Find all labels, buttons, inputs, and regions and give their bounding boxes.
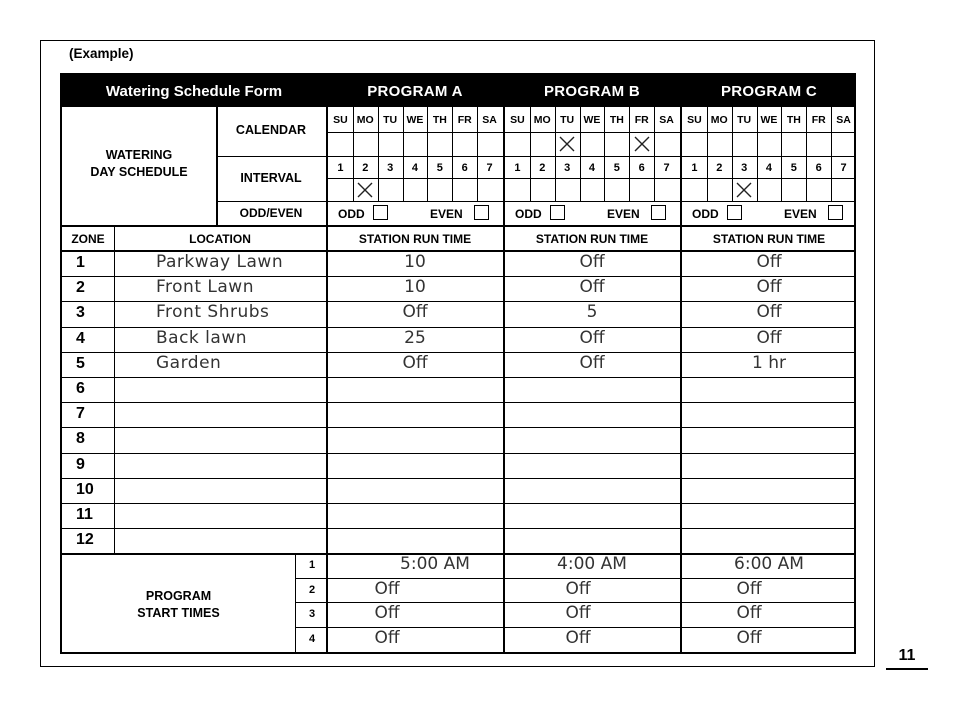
zone-location[interactable]: Back lawn bbox=[156, 327, 247, 348]
program-start-time[interactable]: Off bbox=[736, 603, 762, 623]
zone-row-line bbox=[62, 377, 854, 378]
calendar-day-cell[interactable] bbox=[781, 133, 806, 156]
day-label: SU bbox=[510, 114, 525, 126]
day-label: SU bbox=[687, 114, 702, 126]
interval-number: 7 bbox=[840, 161, 847, 174]
station-run-time[interactable]: Off bbox=[402, 352, 428, 373]
start-time-number: 1 bbox=[308, 559, 316, 571]
program-start-time[interactable]: Off bbox=[736, 578, 762, 599]
interval-day-cell[interactable] bbox=[629, 179, 654, 201]
interval-number: 4 bbox=[411, 161, 419, 174]
page-number: 11 bbox=[898, 647, 916, 664]
odd-checkbox[interactable] bbox=[550, 205, 565, 220]
interval-day-cell[interactable] bbox=[403, 179, 428, 201]
day-label: TH bbox=[609, 114, 624, 126]
station-run-time[interactable]: Off bbox=[756, 302, 782, 323]
odd-even-label: ODD/EVEN bbox=[239, 206, 303, 220]
interval-day-cell[interactable] bbox=[654, 179, 679, 201]
calendar-day-cell[interactable] bbox=[530, 133, 555, 156]
day-label: SA bbox=[482, 114, 497, 126]
interval-number: 2 bbox=[716, 161, 723, 174]
station-run-time[interactable]: Off bbox=[402, 302, 428, 323]
calendar-day-cell[interactable] bbox=[604, 133, 629, 156]
interval-day-cell[interactable] bbox=[378, 179, 403, 201]
zone-row-line bbox=[62, 453, 854, 454]
program-start-time[interactable]: Off bbox=[736, 627, 762, 648]
calendar-day-cell[interactable] bbox=[353, 133, 378, 156]
station-run-time[interactable]: Off bbox=[756, 277, 782, 298]
even-checkbox[interactable] bbox=[474, 205, 489, 220]
interval-number: 1 bbox=[337, 161, 344, 174]
zone-row-line bbox=[62, 478, 854, 479]
start-time-number: 2 bbox=[308, 583, 316, 596]
page-number-underline bbox=[886, 668, 928, 670]
zone-row-line bbox=[62, 528, 854, 529]
x-mark-icon bbox=[558, 135, 576, 153]
calendar-day-cell[interactable] bbox=[806, 133, 831, 156]
day-label: MO bbox=[710, 114, 728, 126]
watering-schedule-form bbox=[60, 73, 856, 654]
start-time-number: 4 bbox=[308, 632, 316, 645]
zone-number: 6 bbox=[76, 380, 85, 397]
interval-number: 2 bbox=[539, 161, 546, 174]
zone-number: 12 bbox=[76, 531, 94, 549]
day-label: WE bbox=[406, 114, 424, 126]
station-run-time[interactable]: Off bbox=[579, 277, 605, 298]
day-label: TH bbox=[432, 114, 447, 126]
odd-checkbox[interactable] bbox=[727, 205, 742, 220]
zone-row-line bbox=[62, 503, 854, 504]
station-run-time[interactable]: Off bbox=[756, 252, 782, 272]
day-label: TU bbox=[383, 114, 398, 126]
interval-number: 6 bbox=[638, 161, 645, 174]
station-run-time[interactable]: 25 bbox=[404, 327, 426, 348]
zone-location[interactable]: Front Lawn bbox=[156, 277, 254, 298]
x-mark-icon bbox=[735, 181, 753, 199]
program-start-time[interactable]: Off bbox=[565, 578, 591, 599]
program-label: PROGRAM bbox=[145, 589, 212, 603]
calendar-day-cell[interactable] bbox=[732, 133, 757, 156]
program-title-c: PROGRAM C bbox=[720, 82, 818, 100]
interval-day-cell[interactable] bbox=[477, 179, 502, 201]
odd-label: ODD bbox=[692, 207, 719, 221]
interval-number: 6 bbox=[815, 161, 822, 174]
interval-bottom-line bbox=[216, 201, 854, 202]
day-label: TH bbox=[786, 114, 801, 126]
interval-number: 7 bbox=[663, 161, 670, 174]
zone-header: ZONE bbox=[71, 232, 105, 246]
zone-location[interactable]: Parkway Lawn bbox=[156, 252, 284, 272]
calendar-day-cell[interactable] bbox=[328, 133, 353, 156]
zone-number: 2 bbox=[76, 279, 85, 297]
day-label: SA bbox=[659, 114, 674, 126]
start-times-label: START TIMES bbox=[137, 606, 220, 620]
interval-number: 7 bbox=[486, 161, 493, 174]
interval-day-cell[interactable] bbox=[530, 179, 555, 201]
interval-day-cell[interactable] bbox=[452, 179, 477, 201]
zone-number: 3 bbox=[76, 304, 85, 322]
odd-checkbox[interactable] bbox=[373, 205, 388, 220]
location-header: LOCATION bbox=[189, 232, 251, 246]
program-title-a: PROGRAM A bbox=[367, 82, 463, 100]
interval-day-cell[interactable] bbox=[580, 179, 605, 201]
day-label: WE bbox=[760, 114, 778, 126]
calendar-day-cell[interactable] bbox=[477, 133, 502, 156]
x-mark-icon bbox=[633, 135, 651, 153]
program-start-time[interactable]: 5:00 AM bbox=[400, 554, 470, 574]
station-run-time[interactable]: 1 hr bbox=[752, 352, 786, 373]
zone-number: 4 bbox=[76, 329, 85, 347]
zone-row-line bbox=[62, 402, 854, 403]
interval-day-cell[interactable] bbox=[682, 179, 707, 201]
schedule-bottom-line bbox=[62, 225, 854, 227]
calendar-label: CALENDAR bbox=[235, 123, 307, 137]
x-mark-icon bbox=[356, 181, 374, 199]
program-start-time[interactable]: Off bbox=[374, 603, 400, 623]
zone-location[interactable]: Garden bbox=[156, 352, 222, 373]
odd-label: ODD bbox=[338, 207, 365, 221]
even-checkbox[interactable] bbox=[651, 205, 666, 220]
interval-label: INTERVAL bbox=[240, 171, 302, 185]
station-run-time[interactable]: 10 bbox=[404, 252, 426, 272]
interval-day-cell[interactable] bbox=[707, 179, 732, 201]
form-title: Watering Schedule Form bbox=[105, 82, 283, 100]
interval-day-cell[interactable] bbox=[555, 179, 580, 201]
calendar-day-cell[interactable] bbox=[452, 133, 477, 156]
watering-label: WATERING bbox=[105, 148, 173, 162]
program-start-time[interactable]: 4:00 AM bbox=[557, 554, 627, 574]
station-run-time-header: STATION RUN TIME bbox=[712, 232, 826, 246]
program-start-time[interactable]: Off bbox=[374, 627, 400, 648]
calendar-day-cell[interactable] bbox=[757, 133, 782, 156]
day-label: MO bbox=[533, 114, 551, 126]
zone-location[interactable]: Front Shrubs bbox=[156, 302, 270, 323]
interval-day-cell[interactable] bbox=[604, 179, 629, 201]
interval-day-cell[interactable] bbox=[757, 179, 782, 201]
start-number-divider bbox=[326, 553, 327, 652]
interval-day-cell[interactable] bbox=[781, 179, 806, 201]
zone-number: 8 bbox=[76, 430, 85, 448]
interval-day-cell[interactable] bbox=[831, 179, 856, 201]
zone-row-line bbox=[62, 427, 854, 428]
interval-number: 6 bbox=[461, 161, 468, 174]
day-label: SA bbox=[836, 114, 851, 126]
day-label: FR bbox=[457, 114, 472, 126]
example-label: (Example) bbox=[69, 46, 134, 61]
zone-number: 11 bbox=[76, 506, 93, 523]
station-run-time[interactable]: Off bbox=[579, 327, 605, 348]
station-run-time-header: STATION RUN TIME bbox=[535, 232, 649, 246]
zone-number: 5 bbox=[76, 354, 85, 372]
program-start-time[interactable]: Off bbox=[374, 578, 400, 599]
program-title-b: PROGRAM B bbox=[543, 82, 641, 100]
day-label: WE bbox=[583, 114, 601, 126]
zone-number: 10 bbox=[76, 480, 94, 498]
day-label: MO bbox=[356, 114, 374, 126]
calendar-day-cell[interactable] bbox=[378, 133, 403, 156]
calendar-day-cell[interactable] bbox=[580, 133, 605, 156]
interval-number: 4 bbox=[588, 161, 596, 174]
odd-label: ODD bbox=[515, 207, 542, 221]
program-start-time[interactable]: Off bbox=[565, 627, 591, 648]
interval-number: 3 bbox=[564, 161, 571, 174]
interval-day-cell[interactable] bbox=[806, 179, 831, 201]
interval-number: 1 bbox=[691, 161, 698, 174]
station-run-time[interactable]: 10 bbox=[404, 277, 426, 298]
calendar-day-cell[interactable] bbox=[831, 133, 856, 156]
day-label: SU bbox=[333, 114, 348, 126]
station-run-time[interactable]: Off bbox=[579, 352, 605, 373]
calendar-day-cell[interactable] bbox=[505, 133, 530, 156]
day-label: TU bbox=[737, 114, 752, 126]
day-label: FR bbox=[811, 114, 826, 126]
program-start-time[interactable]: 6:00 AM bbox=[734, 554, 804, 574]
interval-day-cell[interactable] bbox=[505, 179, 530, 201]
interval-number: 3 bbox=[741, 161, 748, 174]
day-label: FR bbox=[634, 114, 649, 126]
station-run-time[interactable]: Off bbox=[579, 252, 605, 272]
interval-number: 3 bbox=[387, 161, 394, 174]
even-label: EVEN bbox=[430, 207, 463, 221]
interval-number: 2 bbox=[362, 161, 369, 174]
interval-number: 1 bbox=[514, 161, 521, 174]
calendar-day-cell[interactable] bbox=[427, 133, 452, 156]
station-run-time-header: STATION RUN TIME bbox=[358, 232, 472, 246]
zone-number: 7 bbox=[76, 405, 85, 423]
calendar-day-cell[interactable] bbox=[654, 133, 679, 156]
even-label: EVEN bbox=[784, 207, 817, 221]
interval-day-cell[interactable] bbox=[328, 179, 353, 201]
station-run-time[interactable]: Off bbox=[756, 327, 782, 348]
calendar-day-cell[interactable] bbox=[682, 133, 707, 156]
day-label: TU bbox=[560, 114, 575, 126]
interval-number: 5 bbox=[436, 161, 443, 174]
station-run-time[interactable]: 5 bbox=[586, 302, 598, 323]
zone-number: 9 bbox=[76, 455, 85, 473]
interval-day-cell[interactable] bbox=[427, 179, 452, 201]
start-time-number: 3 bbox=[308, 608, 316, 620]
even-checkbox[interactable] bbox=[828, 205, 843, 220]
interval-number: 4 bbox=[765, 161, 773, 174]
day-schedule-label: DAY SCHEDULE bbox=[90, 165, 188, 179]
even-label: EVEN bbox=[607, 207, 640, 221]
calendar-day-cell[interactable] bbox=[403, 133, 428, 156]
calendar-day-cell[interactable] bbox=[707, 133, 732, 156]
zone-number: 1 bbox=[76, 254, 85, 271]
interval-number: 5 bbox=[613, 161, 620, 174]
program-start-time[interactable]: Off bbox=[565, 603, 591, 623]
interval-number: 5 bbox=[790, 161, 797, 174]
